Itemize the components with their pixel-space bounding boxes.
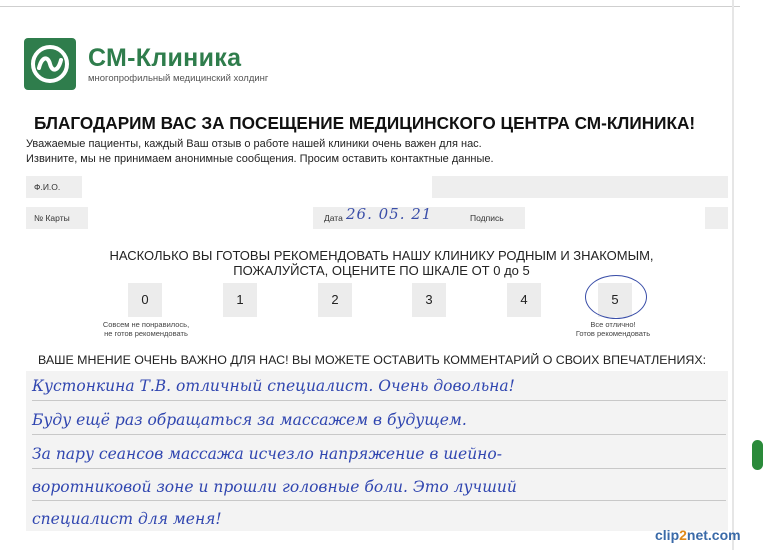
selected-score-circle <box>585 275 647 319</box>
question-line-1: НАСКОЛЬКО ВЫ ГОТОВЫ РЕКОМЕНДОВАТЬ НАШУ КЛИНИКУ РОДНЫМ И ЗНАКОМЫМ, <box>109 248 654 263</box>
score-2[interactable]: 2 <box>318 283 352 317</box>
comment-line-3: За пару сеансов массажа исчезло напряжение в шейно- <box>32 445 502 463</box>
brand-tagline: многопрофильный медицинский холдинг <box>88 73 269 84</box>
scan-top-edge <box>0 6 740 7</box>
signature-label: Подпись <box>470 213 504 223</box>
intro-line-2: Извините, мы не принимаем анонимные сообщения. Просим оставить контактные данные. <box>26 153 494 165</box>
high-note-line-1: Все отлично! <box>590 320 636 329</box>
signature-field[interactable] <box>525 207 705 229</box>
low-note-line-2: не готов рекомендовать <box>104 329 188 338</box>
fio-label: Ф.И.О. <box>34 182 61 192</box>
intro-line-1: Уважаемые пациенты, каждый Ваш отзыв о работе нашей клиники очень важен для нас. <box>26 138 482 150</box>
comment-line-5: специалист для меня! <box>32 510 222 528</box>
score-3[interactable]: 3 <box>412 283 446 317</box>
comment-line-1: Кустонкина Т.В. отличный специалист. Очень довольна! <box>32 377 515 395</box>
high-note-line-2: Готов рекомендовать <box>575 329 651 338</box>
score-4[interactable]: 4 <box>507 283 541 317</box>
score-0[interactable]: 0 <box>128 283 162 317</box>
date-label: Дата <box>324 213 343 223</box>
watermark <box>655 527 741 543</box>
comment-heading: ВАШЕ МНЕНИЕ ОЧЕНЬ ВАЖНО ДЛЯ НАС! ВЫ МОЖЕТЕ ОСТАВИТЬ КОММЕНТАРИЙ О СВОИХ ВПЕЧАТЛЕНИЯХ: <box>38 353 707 367</box>
scan-artifact <box>752 440 763 470</box>
low-note-line-1: Совсем не понравилось, <box>102 320 190 329</box>
comment-rule <box>32 434 726 435</box>
snake-emblem-icon <box>24 38 76 90</box>
card-label: № Карты <box>34 213 70 223</box>
brand-name: СМ-Клиника <box>88 44 242 72</box>
score-1[interactable]: 1 <box>223 283 257 317</box>
question-line-2: ПОЖАЛУЙСТА, ОЦЕНИТЕ ПО ШКАЛЕ ОТ 0 до 5 <box>233 263 530 278</box>
card-field[interactable] <box>88 207 313 229</box>
watermark-part-3: net.com <box>686 527 741 543</box>
comment-rule <box>32 500 726 501</box>
score-5[interactable]: 5 <box>598 283 632 317</box>
form-title: БЛАГОДАРИМ ВАС ЗА ПОСЕЩЕНИЕ МЕДИЦИНСКОГО ЦЕНТРА СМ-КЛИНИКА! <box>34 113 696 133</box>
comment-line-4: воротниковой зоне и прошли головные боли. Это лучший <box>32 478 517 496</box>
watermark-part-2: 2 <box>679 527 687 543</box>
comment-line-2: Буду ещё раз обращаться за массажем в будущем. <box>32 411 467 429</box>
low-score-note <box>86 320 206 338</box>
fio-field[interactable] <box>82 176 432 198</box>
clinic-logo <box>24 38 268 90</box>
watermark-part-1: clip <box>655 527 680 543</box>
date-value[interactable]: 26. 05. 21 <box>346 205 433 223</box>
comment-rule <box>32 400 726 401</box>
comment-rule <box>32 468 726 469</box>
high-score-note <box>558 320 668 338</box>
